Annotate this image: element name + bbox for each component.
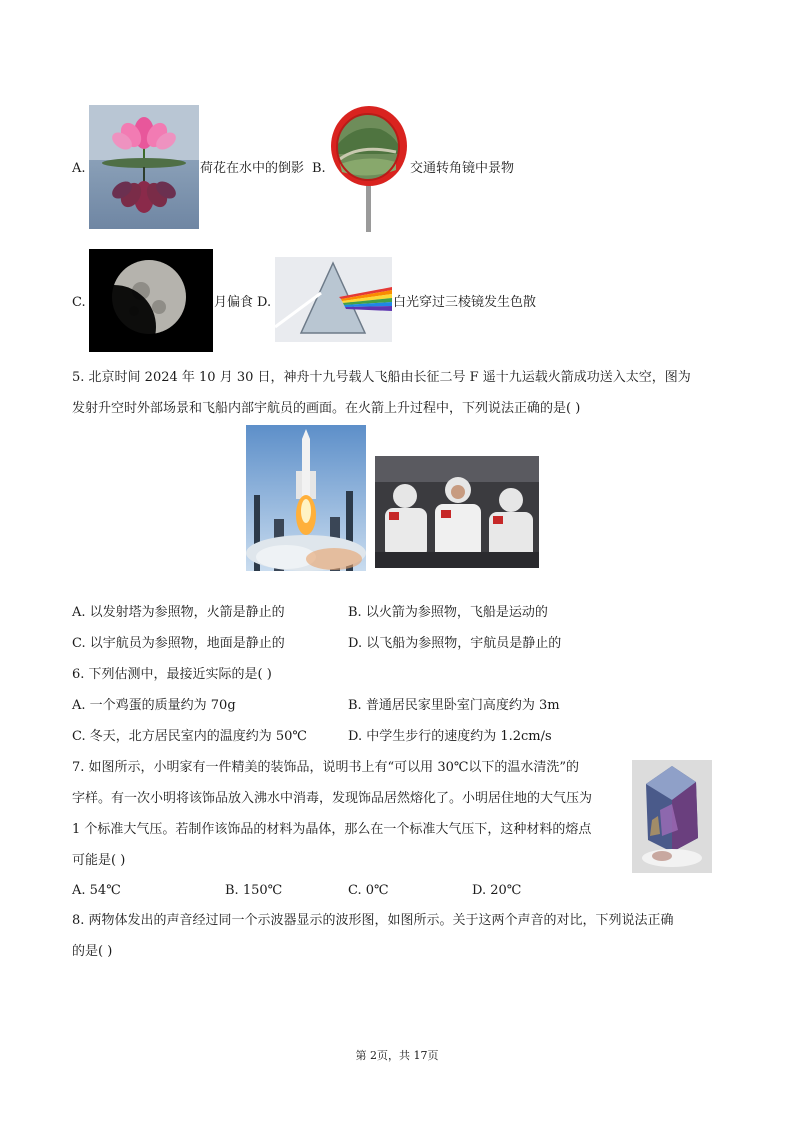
question-5-stem xyxy=(72,362,722,424)
crystal-ornament-image xyxy=(632,760,712,873)
rocket-launch-image xyxy=(246,425,366,571)
q6-option-d: D. 中学生步行的速度约为 1.2cm/s xyxy=(348,729,552,744)
q4-option-c-letter: C. xyxy=(72,295,86,310)
q4-option-a-text: 荷花在水中的倒影 xyxy=(200,161,305,176)
q5-option-c: C. 以宇航员为参照物，地面是静止的 xyxy=(72,636,285,651)
q4-option-a-letter: A. xyxy=(72,161,86,176)
lotus-reflection-image xyxy=(89,105,199,229)
convex-mirror-image xyxy=(330,104,410,232)
question-7-stem xyxy=(72,752,722,876)
q8-line2: 的是( ) xyxy=(72,944,113,959)
q7-line3: 1 个标准大气压。若制作该饰品的材料为晶体，那么在一个标准大气压下，这种材料的熔点 xyxy=(72,822,592,837)
q8-line1: 8. 两物体发出的声音经过同一个示波器显示的波形图，如图所示。关于这两个声音的对比，下列说法正确 xyxy=(72,913,674,928)
q5-stem-line2: 发射升空时外部场景和飞船内部宇航员的画面。在火箭上升过程中，下列说法正确的是( ) xyxy=(72,401,581,416)
q6-option-a: A. 一个鸡蛋的质量约为 70g xyxy=(72,698,236,713)
q6-option-c: C. 冬天，北方居民室内的温度约为 50℃ xyxy=(72,729,307,744)
page-footer: 第 2页，共 17页 xyxy=(355,1049,439,1062)
prism-dispersion-image xyxy=(275,257,392,342)
q4-option-c-text: 月偏食 xyxy=(214,295,254,310)
q4-option-d-letter: D. xyxy=(257,295,272,310)
q5-option-a: A. 以发射塔为参照物，火箭是静止的 xyxy=(72,605,285,620)
partial-lunar-eclipse-image xyxy=(89,249,213,352)
q6-stem: 6. 下列估测中，最接近实际的是( ) xyxy=(72,667,272,682)
question-8-stem xyxy=(72,905,722,967)
q5-option-b: B. 以火箭为参照物，飞船是运动的 xyxy=(348,605,548,620)
q4-option-b-text: 交通转角镜中景物 xyxy=(410,161,515,176)
q7-line4: 可能是( ) xyxy=(72,853,126,868)
q6-option-b: B. 普通居民家里卧室门高度约为 3m xyxy=(348,698,560,713)
q7-option-c: C. 0℃ xyxy=(348,883,389,898)
q7-line2: 字样。有一次小明将该饰品放入沸水中消毒，发现饰品居然熔化了。小明居住地的大气压为 xyxy=(72,791,593,806)
q4-option-d-text: 白光穿过三棱镜发生色散 xyxy=(393,295,537,310)
q7-option-a: A. 54℃ xyxy=(72,883,121,898)
q4-option-b-letter: B. xyxy=(312,161,326,176)
q5-stem-line1: 5. 北京时间 2024 年 10 月 30 日，神舟十九号载人飞船由长征二号 F 遥十九运载火箭成功送入太空，图为 xyxy=(72,370,691,385)
q7-option-d: D. 20℃ xyxy=(472,883,522,898)
q7-option-b: B. 150℃ xyxy=(225,883,283,898)
q5-option-d: D. 以飞船为参照物，宇航员是静止的 xyxy=(348,636,562,651)
q7-line1: 7. 如图所示，小明家有一件精美的装饰品，说明书上有“可以用 30℃以下的温水清洗”的 xyxy=(72,760,580,775)
astronauts-cabin-image xyxy=(375,456,539,568)
